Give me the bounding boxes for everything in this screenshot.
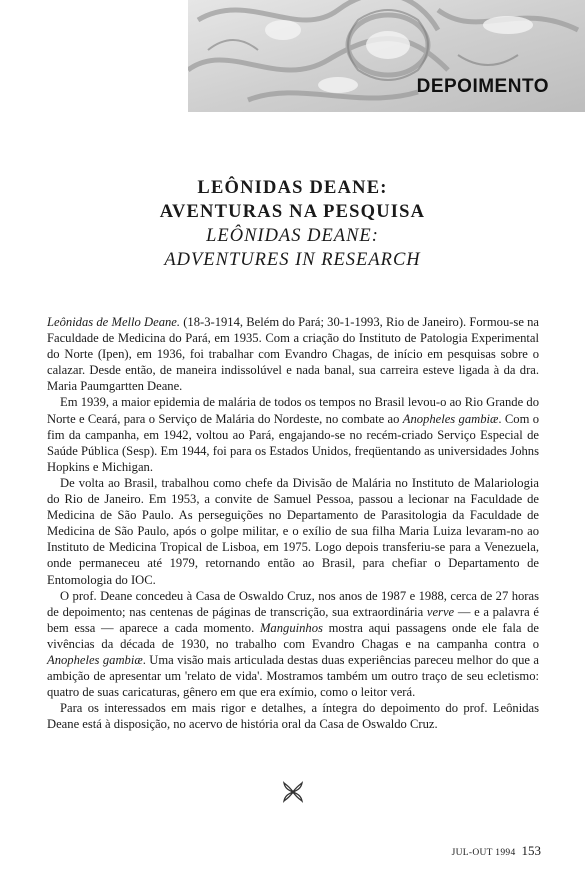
paragraph-2: Em 1939, a maior epidemia de malária de todos os tempos no Brasil levou-o ao Rio Grande do Norte e Ceará, para o Serviço de Malária do Nordeste, no combate ao Anopheles gambiæ. Com o fim da campanha, em 1942, voltou ao Pará, engajando-se no recém-criado Serviço Especial de Saúde Pública (Sesp). Em 1944, foi para os Estados Unidos, freqüentando as universidades Johns Hopkins e Michigan. <box>47 395 539 474</box>
ornament-icon <box>281 780 305 804</box>
subject-name: Leônidas de Mello Deane. <box>47 315 181 329</box>
page-footer <box>452 843 541 859</box>
article-body <box>47 314 539 732</box>
title-portuguese-line1: LEÔNIDAS DEANE: <box>197 178 388 198</box>
section-label: DEPOIMENTO <box>416 76 549 97</box>
species-name: Anopheles gambiæ <box>402 411 499 426</box>
journal-name: Manguinhos <box>259 620 323 635</box>
title-portuguese-line2: AVENTURAS NA PESQUISA <box>159 202 426 222</box>
page-number: 153 <box>521 843 541 858</box>
species-name: Anopheles gambiæ <box>47 652 143 667</box>
title-english-line1: LEÔNIDAS DEANE: <box>206 226 379 246</box>
paragraph-4: O prof. Deane concedeu à Casa de Oswaldo Cruz, nos anos de 1987 e 1988, cerca de 27 horas de depoimento; nas centenas de páginas de transcrição, sua extraordinária verve — e a palavra é bem essa — aparece a cada momento. Manguinhos mostra aqui passagens onde ele fala de vivências da década de 1930, no trabalho com Evandro Chagas e na campanha contra o Anopheles gambiæ. Uma visão mais articulada destas duas experiências pareceu melhor do que a ambição de apresentar um 'relato de vida'. Mostramos também um outro traço de seu ecletismo: quatro de suas caricaturas, gênero em que era exímio, como o leitor verá. <box>47 588 539 700</box>
paragraph-5: Para os interessados em mais rigor e detalhes, a íntegra do depoimento do prof. Leônidas Deane está à disposição, no acervo de história oral da Casa de Oswaldo Cruz. <box>47 701 539 732</box>
paragraph-1: Leônidas de Mello Deane. (18-3-1914, Belém do Pará; 30-1-1993, Rio de Janeiro). Formou-se na Faculdade de Medicina do Pará, em 1935. Com a criação do Instituto de Patologia Experimental do Norte (Ipen), em 1936, foi trabalhar com Evandro Chagas, de início em pesquisas sobre o calazar. Desde então, de maneira indissolúvel e nada banal, sua carreira esteve ligada à da dra. Maria Paumgartten Deane. <box>47 315 540 394</box>
article-titles <box>0 176 585 272</box>
issue-date: JUL-OUT 1994 <box>451 848 516 858</box>
paragraph-3: De volta ao Brasil, trabalhou como chefe da Divisão de Malária no Instituto de Malariologia do Rio de Janeiro. Em 1953, a convite de Samuel Pessoa, passou a lecionar na Faculdade de Medicina de São Paulo. As perseguições no Departamento de Parasitologia da Faculdade de Medicina de São Paulo, após o golpe militar, e o exílio de sua filha Maria Luiza levaram-no ao Instituto de Medicina Tropical de Lisboa, em 1975. Logo depois transferiu-se para a Venezuela, onde permaneceu até 1979, retornando então ao Brasil, para chefiar o Departamento de Entomologia do IOC. <box>47 475 539 587</box>
title-english-line2: ADVENTURES IN RESEARCH <box>164 250 421 270</box>
